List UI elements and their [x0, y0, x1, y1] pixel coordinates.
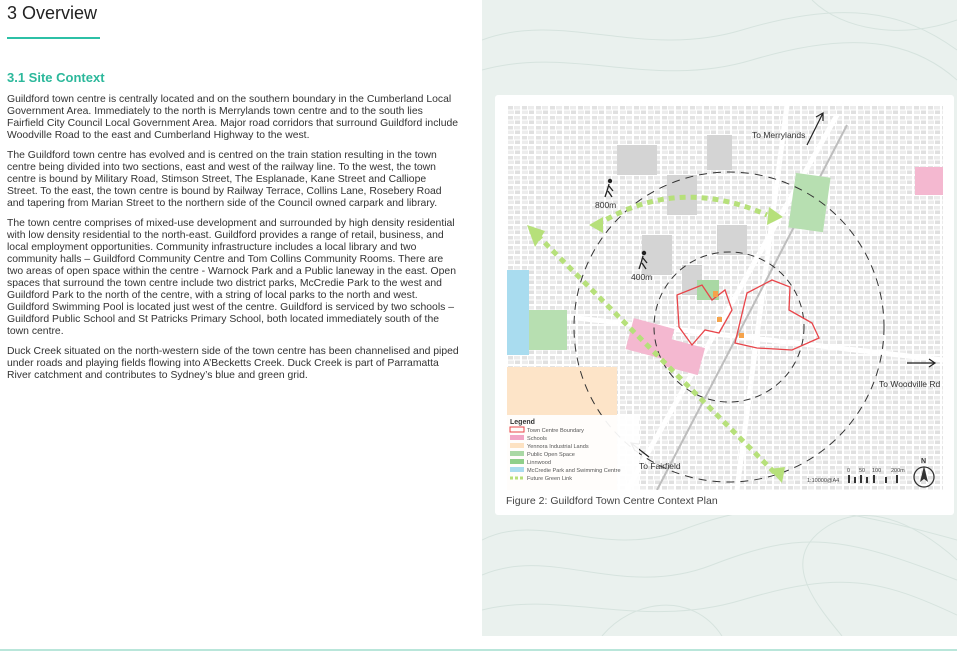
swimming-centre	[507, 270, 529, 355]
svg-text:Linnwood: Linnwood	[527, 460, 551, 466]
page-title: 3 Overview	[7, 3, 98, 23]
svg-text:100: 100	[872, 468, 882, 474]
svg-text:Town Centre Boundary: Town Centre Boundary	[527, 428, 584, 434]
svg-text:McCredie Park and Swimming Cen: McCredie Park and Swimming Centre	[527, 468, 621, 474]
svg-text:Future Green Link: Future Green Link	[527, 476, 573, 482]
label-400m: 400m	[631, 272, 653, 282]
figure-panel	[482, 0, 957, 636]
section-heading: 3.1 Site Context	[7, 70, 105, 85]
label-800m: 800m	[595, 200, 617, 210]
paragraph: The town centre comprises of mixed-use development and surrounded by high density residential with low density residential to the north-east. Guildford provides a range of retail, business, and local employment opportunities. Community infrastructure includes a local library and two community halls – Guildford Community Centre and Tom Collins Community Rooms. There are two areas of open space within the centre - Warnock Park and a Public laneway in the east. Open spaces that surround the town centre include two district parks, McCredie Park to the west and Guildford Park to the north of the centre, with a string of local parks to the north and west. Guildford Swimming Pool is located just west of the centre. Guildford is serviced by two schools – Guildford Public School and St Patricks Primary School, both located immediately south of the town centre.	[7, 218, 456, 337]
legend-item	[510, 467, 621, 474]
svg-text:200m: 200m	[891, 468, 905, 474]
scale-ratio: 1:10000@A4	[807, 478, 840, 484]
map-card	[495, 95, 954, 515]
label-to-woodville: To Woodville Rd	[879, 379, 941, 389]
body-text	[7, 94, 459, 390]
footer-rule	[0, 649, 957, 651]
figure-caption: Figure 2: Guildford Town Centre Context Plan	[506, 495, 718, 507]
paragraph: The Guildford town centre has evolved and is centred on the train station resulting in the town centre being divided into two sections, east and west of the railway line. To the west, the town centre is bound by Military Road, Stimson Street, The Esplanade, Kane Street and Calliope Street. To the east, the town centre is bound by Railway Terrace, Collins Lane, Rosebery Road and tapering from Marian Street to the northern side of the Council owned carpark and library.	[7, 150, 442, 209]
legend-title: Legend	[510, 419, 535, 426]
svg-text:Schools: Schools	[527, 436, 547, 442]
label-to-fairfield: To Fairfield	[639, 461, 681, 471]
svg-text:50: 50	[859, 468, 866, 474]
svg-text:0: 0	[847, 468, 851, 474]
north-label: N	[921, 458, 927, 465]
map-legend	[507, 415, 639, 490]
title-underline	[7, 37, 100, 39]
label-to-merrylands: To Merrylands	[752, 130, 806, 140]
paragraph: Guildford town centre is centrally located and on the southern boundary in the Cumberland Local Government Area. Immediately to the north is Merrylands town centre and to the south lies Fairfield City Council Local Government Area. Major road corridors that surround Guildford include Woodville Road to the east and Cumberland Highway to the west.	[7, 94, 459, 141]
svg-text:Yennora Industrial Lands: Yennora Industrial Lands	[527, 444, 589, 450]
svg-text:Public Open Space: Public Open Space	[527, 452, 575, 458]
context-map	[507, 105, 943, 490]
paragraph: Duck Creek situated on the north-western side of the town centre has been channelised and piped under roads and playing fields flowing into A’Becketts Creek. Duck Creek is part of Parramatta River catchment and contributes to Sydney’s blue and green grid.	[7, 346, 459, 381]
